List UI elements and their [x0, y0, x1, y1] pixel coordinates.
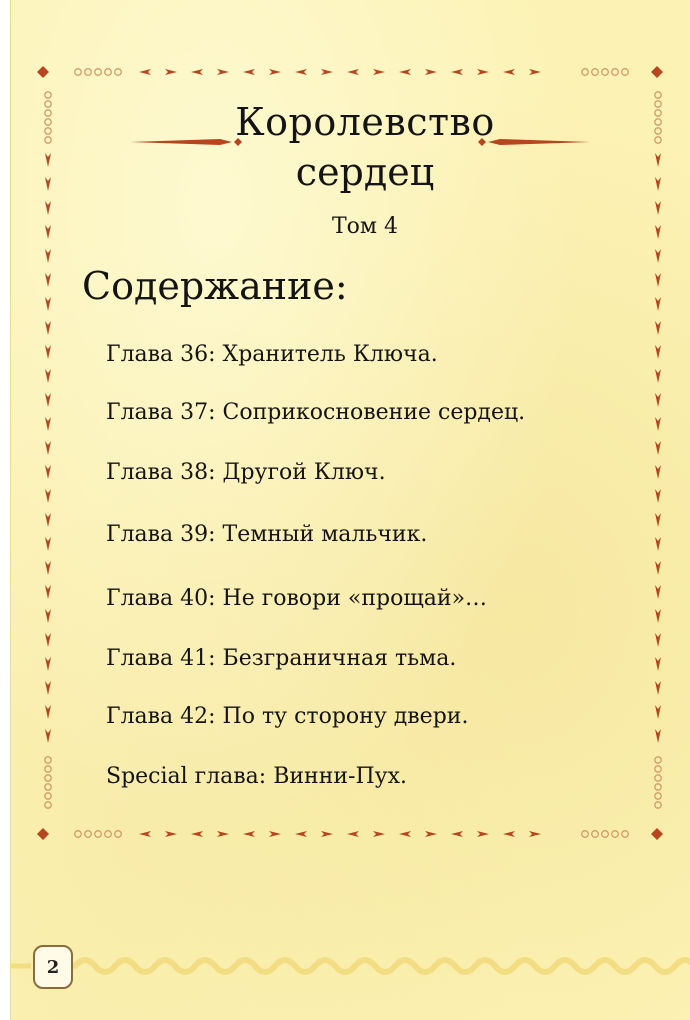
- dart-ornament: [45, 489, 51, 503]
- dart-ornament: [45, 321, 51, 335]
- bead-ornament: [95, 831, 102, 838]
- bead-ornament: [655, 802, 661, 808]
- dart-ornament: [655, 321, 661, 335]
- dart-ornament: [399, 831, 411, 837]
- bead-ornament: [602, 69, 609, 76]
- bead-ornament: [45, 92, 51, 98]
- dart-ornament: [655, 393, 661, 407]
- dart-ornament: [45, 393, 51, 407]
- bead-ornament: [105, 69, 112, 76]
- dart-ornament: [45, 681, 51, 695]
- bead-ornament: [75, 831, 82, 838]
- chapter-entry: Глава 41: Безграничная тьма.: [106, 646, 457, 671]
- volume-label: Том 4: [331, 214, 399, 239]
- dart-ornament: [45, 273, 51, 287]
- dart-ornament: [45, 513, 51, 527]
- corner-diamond-ornament: [651, 66, 663, 78]
- dart-ornament: [655, 441, 661, 455]
- chapter-entry: Глава 40: Не говори «прощай»…: [106, 586, 488, 611]
- dart-ornament: [451, 69, 463, 75]
- bead-ornament: [622, 69, 629, 76]
- dart-ornament: [655, 201, 661, 215]
- chapter-entry: Глава 38: Другой Ключ.: [106, 460, 386, 485]
- dart-ornament: [243, 831, 255, 837]
- bead-ornament: [45, 793, 51, 799]
- dart-ornament: [45, 369, 51, 383]
- bead-ornament: [85, 831, 92, 838]
- book-title-line1: Королевство: [235, 100, 495, 144]
- bead-ornament: [655, 784, 661, 790]
- dart-ornament: [655, 513, 661, 527]
- dart-ornament: [655, 345, 661, 359]
- dart-ornament: [295, 831, 307, 837]
- dart-ornament: [269, 69, 281, 75]
- dart-ornament: [373, 831, 385, 837]
- bead-ornament: [45, 784, 51, 790]
- dart-ornament: [399, 69, 411, 75]
- bead-ornament: [582, 69, 589, 76]
- dart-ornament: [217, 69, 229, 75]
- dart-ornament: [655, 609, 661, 623]
- bead-ornament: [45, 802, 51, 808]
- dart-ornament: [655, 297, 661, 311]
- dart-ornament: [477, 831, 489, 837]
- dart-ornament: [45, 633, 51, 647]
- dart-ornament: [425, 69, 437, 75]
- dart-ornament: [45, 345, 51, 359]
- dart-ornament: [655, 249, 661, 263]
- bead-ornament: [655, 757, 661, 763]
- dart-ornament: [655, 705, 661, 719]
- chapter-entry: Глава 36: Хранитель Ключа.: [106, 342, 438, 367]
- dart-ornament: [655, 273, 661, 287]
- dart-ornament: [165, 69, 177, 75]
- bead-ornament: [622, 831, 629, 838]
- bead-ornament: [612, 831, 619, 838]
- bead-ornament: [612, 69, 619, 76]
- bead-ornament: [95, 69, 102, 76]
- bottom-scroll-ornament: [75, 960, 690, 972]
- chapter-entry: Глава 39: Темный мальчик.: [106, 522, 428, 547]
- dart-ornament: [655, 369, 661, 383]
- bead-ornament: [592, 831, 599, 838]
- dart-ornament: [655, 561, 661, 575]
- dart-ornament: [529, 831, 541, 837]
- bead-ornament: [115, 69, 122, 76]
- dart-ornament: [45, 417, 51, 431]
- dart-ornament: [321, 831, 333, 837]
- dart-ornament: [655, 657, 661, 671]
- dart-ornament: [655, 681, 661, 695]
- bead-ornament: [105, 831, 112, 838]
- dart-ornament: [217, 831, 229, 837]
- dart-ornament: [655, 585, 661, 599]
- dart-ornament: [139, 831, 151, 837]
- dart-ornament: [45, 201, 51, 215]
- dart-ornament: [45, 441, 51, 455]
- dart-ornament: [45, 249, 51, 263]
- dart-ornament: [139, 69, 151, 75]
- page-number: 2: [33, 945, 73, 989]
- bead-ornament: [655, 766, 661, 772]
- dart-ornament: [529, 69, 541, 75]
- chapter-entry: Глава 37: Соприкосновение сердец.: [106, 400, 526, 425]
- dart-ornament: [191, 69, 203, 75]
- bead-ornament: [655, 92, 661, 98]
- dart-ornament: [45, 537, 51, 551]
- dart-ornament: [655, 729, 661, 743]
- bead-ornament: [655, 793, 661, 799]
- dart-ornament: [45, 297, 51, 311]
- frame-ornaments: [10, 66, 690, 972]
- bead-ornament: [592, 69, 599, 76]
- book-title-line2: сердец: [295, 150, 435, 194]
- dart-ornament: [321, 69, 333, 75]
- bead-ornament: [655, 775, 661, 781]
- corner-diamond-ornament: [37, 828, 49, 840]
- bead-ornament: [582, 831, 589, 838]
- dart-ornament: [45, 657, 51, 671]
- contents-heading: Содержание:: [82, 264, 348, 308]
- dart-ornament: [191, 831, 203, 837]
- dart-ornament: [165, 831, 177, 837]
- bead-ornament: [85, 69, 92, 76]
- dart-ornament: [269, 831, 281, 837]
- dart-ornament: [45, 585, 51, 599]
- dart-ornament: [347, 69, 359, 75]
- dart-ornament: [655, 465, 661, 479]
- dart-ornament: [655, 633, 661, 647]
- dart-ornament: [243, 69, 255, 75]
- dart-ornament: [45, 705, 51, 719]
- chapter-entry: Глава 42: По ту сторону двери.: [106, 704, 469, 729]
- dart-ornament: [45, 609, 51, 623]
- dart-ornament: [451, 831, 463, 837]
- bead-ornament: [45, 766, 51, 772]
- dart-ornament: [45, 465, 51, 479]
- dart-ornament: [347, 831, 359, 837]
- dart-ornament: [373, 69, 385, 75]
- bead-ornament: [115, 831, 122, 838]
- dart-ornament: [655, 489, 661, 503]
- bead-ornament: [75, 69, 82, 76]
- chapter-entry: Special глава: Винни-Пух.: [106, 764, 407, 789]
- bead-ornament: [602, 831, 609, 838]
- bead-ornament: [45, 757, 51, 763]
- dart-ornament: [45, 561, 51, 575]
- dart-ornament: [295, 69, 307, 75]
- corner-diamond-ornament: [651, 828, 663, 840]
- dart-ornament: [655, 537, 661, 551]
- bead-ornament: [45, 775, 51, 781]
- dart-ornament: [503, 831, 515, 837]
- corner-diamond-ornament: [37, 66, 49, 78]
- dart-ornament: [45, 729, 51, 743]
- dart-ornament: [503, 69, 515, 75]
- dart-ornament: [655, 417, 661, 431]
- dart-ornament: [425, 831, 437, 837]
- dart-ornament: [477, 69, 489, 75]
